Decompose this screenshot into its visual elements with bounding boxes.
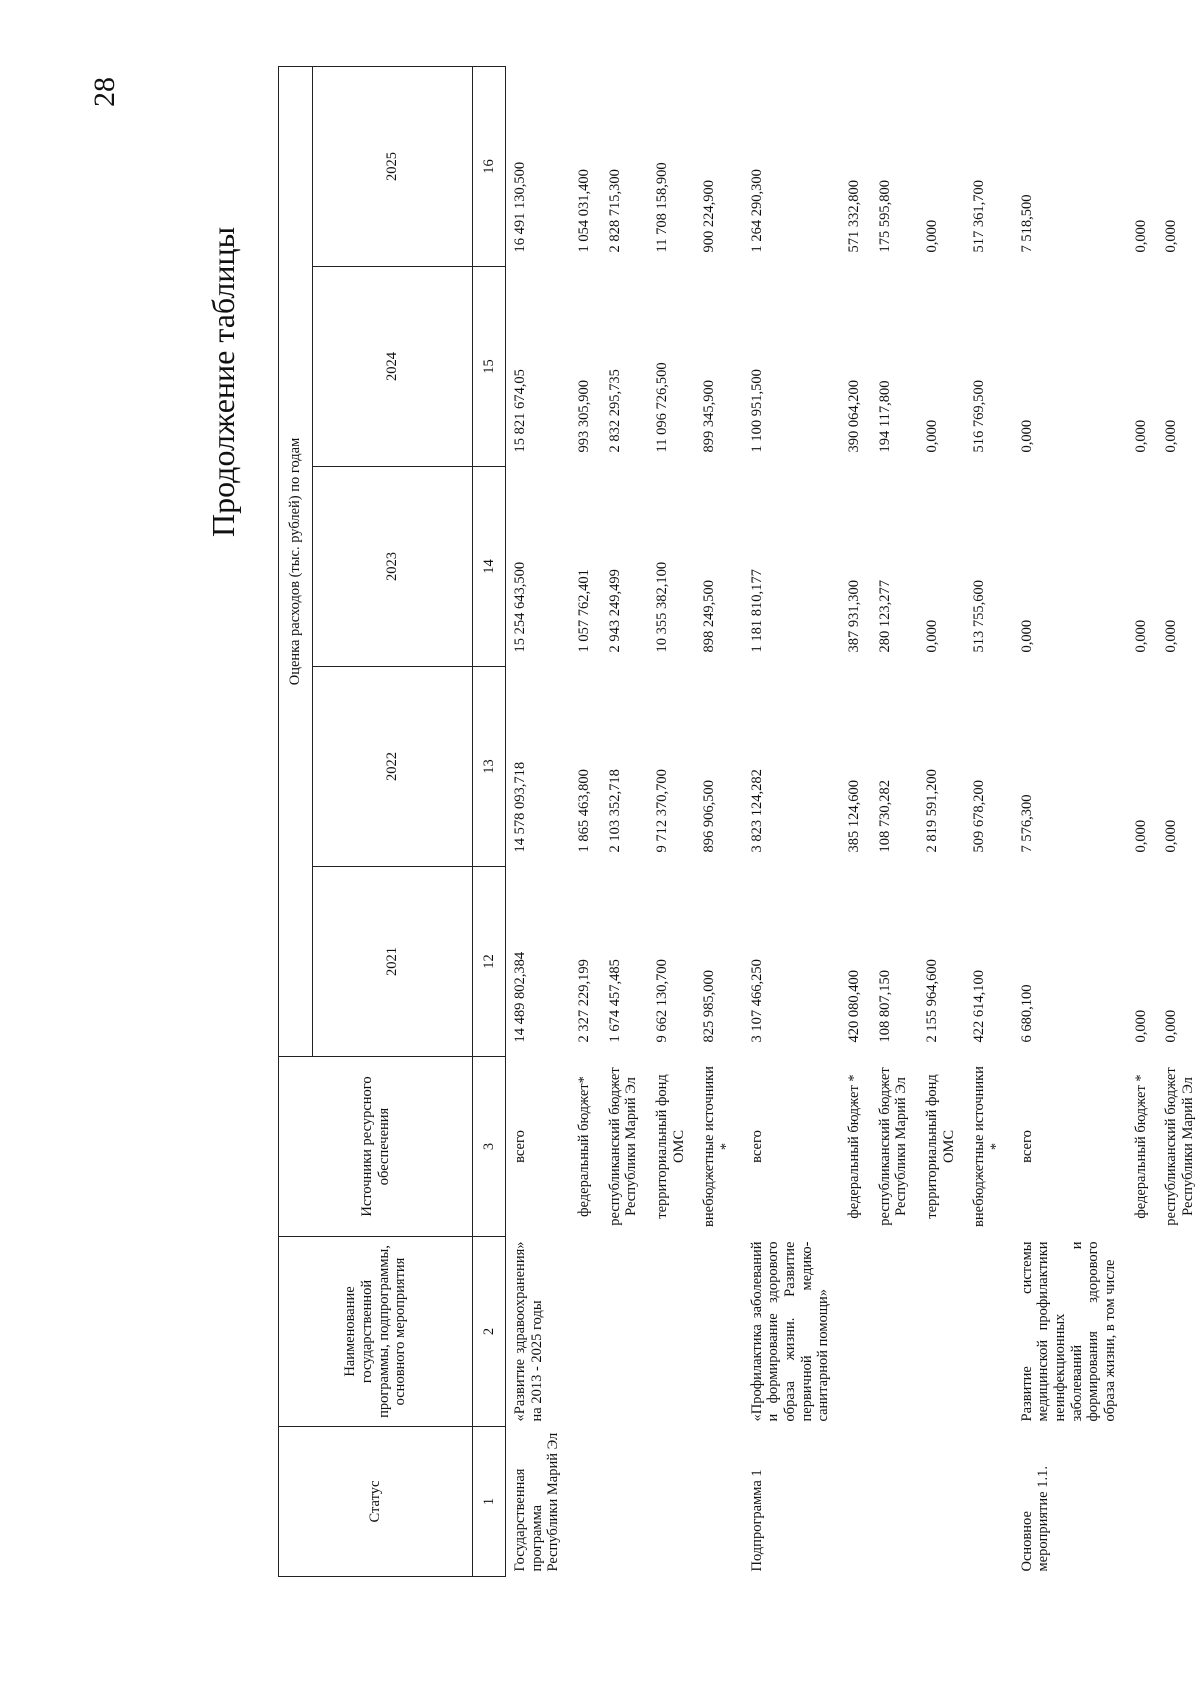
row-source: всего [512, 1130, 528, 1163]
row-value: 517 361,700 [971, 180, 988, 253]
row-value: 1 057 762,401 [576, 569, 593, 653]
row-value: 9 712 370,700 [654, 769, 671, 853]
row-value: 16 491 130,500 [512, 161, 528, 253]
header-year: 2022 [313, 667, 473, 867]
col-number: 2 [473, 1237, 506, 1427]
row-value: 0,000 [924, 419, 941, 453]
col-number: 16 [473, 66, 506, 266]
row-value: 385 124,600 [846, 780, 863, 853]
row-value: 387 931,300 [846, 580, 863, 653]
row-value: 2 828 715,300 [606, 169, 623, 253]
row-value: 11 708 158,900 [654, 162, 671, 253]
row-name: «Развитие здравоохранения» на 2013 - 2025 годы [512, 1241, 545, 1422]
row-source: федеральный бюджет * [846, 1074, 863, 1219]
row-status [601, 1427, 648, 1577]
row-name: Развитие системы медицинской профилактики неинфекционных заболеваний и формирования здорового образа жизни, в том числе [1018, 1241, 1119, 1422]
row-value: 175 595,800 [876, 180, 893, 253]
row-value: 108 807,150 [876, 970, 893, 1043]
row-value: 0,000 [1163, 419, 1180, 453]
row-value: 2 943 249,499 [606, 569, 623, 653]
row-value: 1 674 457,485 [606, 959, 623, 1043]
header-status: Статус [279, 1427, 473, 1577]
row-name [965, 1237, 1012, 1427]
row-name [918, 1237, 965, 1427]
row-value: 2 819 591,200 [924, 769, 941, 853]
row-status: Основное мероприятие 1.1. [1018, 1466, 1052, 1572]
row-value: 9 662 130,700 [654, 959, 671, 1043]
row-name: «Профилактика заболеваний и формирование здорового образа жизни. Развитие первичной медико-санитарной помощи» [748, 1241, 832, 1422]
row-status [840, 1427, 871, 1577]
row-value: 0,000 [1132, 219, 1149, 253]
table-row [1013, 66, 1127, 1576]
row-value: 14 578 093,718 [512, 761, 528, 853]
col-number: 12 [473, 867, 506, 1057]
row-name [1157, 1237, 1200, 1427]
row-status: Государственная программа Республики Марий Эл [512, 1432, 562, 1572]
row-source: всего [1018, 1130, 1035, 1163]
col-number: 14 [473, 467, 506, 667]
row-value: 2 155 964,600 [924, 959, 941, 1043]
row-value: 3 107 466,250 [748, 959, 765, 1043]
col-number: 1 [473, 1427, 506, 1577]
table-row [871, 66, 918, 1576]
row-status [1157, 1427, 1200, 1577]
table-row [1127, 66, 1158, 1576]
row-value: 15 821 674,05 [512, 369, 528, 453]
row-status [965, 1427, 1012, 1577]
row-value: 899 345,900 [701, 380, 718, 453]
table-row [570, 66, 601, 1576]
row-name [601, 1237, 648, 1427]
header-year: 2024 [313, 267, 473, 467]
row-value: 2 832 295,735 [606, 369, 623, 453]
row-status: Подпрограмма 1 [748, 1469, 765, 1572]
row-value: 825 985,000 [701, 970, 718, 1043]
row-status [1127, 1427, 1158, 1577]
row-source: республиканский бюджет Республики Марий Эл [606, 1067, 640, 1226]
table-row [695, 66, 742, 1576]
col-number: 15 [473, 267, 506, 467]
row-value: 390 064,200 [846, 380, 863, 453]
row-value: 1 181 810,177 [748, 569, 765, 653]
row-source: внебюджетные источники * [701, 1066, 735, 1227]
row-value: 900 224,900 [701, 180, 718, 253]
header-year: 2023 [313, 467, 473, 667]
row-value: 194 117,800 [876, 380, 893, 453]
table-row [648, 66, 695, 1576]
col-number: 3 [473, 1057, 506, 1237]
row-source: республиканский бюджет Республики Марий Эл [876, 1067, 910, 1226]
row-source: федеральный бюджет * [1132, 1074, 1149, 1219]
row-value: 1 264 290,300 [748, 169, 765, 253]
row-value: 7 576,300 [1018, 794, 1035, 853]
header-estimate: Оценка расходов (тыс. рублей) по годам [279, 66, 313, 1056]
table-row [1157, 66, 1200, 1576]
row-value: 0,000 [1132, 619, 1149, 653]
table-row [506, 66, 571, 1576]
row-name [1127, 1237, 1158, 1427]
row-name [695, 1237, 742, 1427]
row-value: 10 355 382,100 [654, 561, 671, 653]
row-value: 509 678,200 [971, 780, 988, 853]
row-value: 0,000 [1018, 419, 1035, 453]
row-value: 280 123,277 [876, 580, 893, 653]
row-value: 0,000 [1163, 819, 1180, 853]
row-value: 896 906,500 [701, 780, 718, 853]
table-row [965, 66, 1012, 1576]
row-value: 516 769,500 [971, 380, 988, 453]
row-value: 6 680,100 [1018, 984, 1035, 1043]
row-source: республиканский бюджет Республики Марий Эл [1163, 1067, 1197, 1226]
row-name [570, 1237, 601, 1427]
row-name [871, 1237, 918, 1427]
row-value: 0,000 [1163, 219, 1180, 253]
row-source: территориальный фонд ОМС [654, 1074, 687, 1219]
table-row [601, 66, 648, 1576]
row-status [648, 1427, 695, 1577]
row-status [918, 1427, 965, 1577]
table-body [506, 66, 1200, 1576]
row-value: 1 054 031,400 [576, 169, 593, 253]
row-source: всего [748, 1130, 765, 1163]
row-value: 513 755,600 [971, 580, 988, 653]
table-row [918, 66, 965, 1576]
header-year: 2025 [313, 66, 473, 266]
row-name [840, 1237, 871, 1427]
row-value: 1 865 463,800 [576, 769, 593, 853]
row-status [871, 1427, 918, 1577]
row-value: 7 518,500 [1018, 194, 1035, 253]
row-value: 11 096 726,500 [654, 362, 671, 453]
table-row [743, 66, 840, 1576]
row-value: 420 080,400 [846, 970, 863, 1043]
row-source: территориальный фонд ОМС [924, 1074, 957, 1219]
row-value: 0,000 [924, 219, 941, 253]
col-number: 13 [473, 667, 506, 867]
row-value: 0,000 [1018, 619, 1035, 653]
row-value: 2 327 229,199 [576, 959, 593, 1043]
row-value: 15 254 643,500 [512, 561, 528, 653]
row-value: 0,000 [1132, 419, 1149, 453]
row-value: 14 489 802,384 [512, 951, 528, 1043]
header-name: Наименование государственной программы, подпрограммы, основного мероприятия [279, 1237, 473, 1427]
row-value: 993 305,900 [576, 380, 593, 453]
table-row [840, 66, 871, 1576]
row-name [648, 1237, 695, 1427]
row-value: 0,000 [924, 619, 941, 653]
header-year: 2021 [313, 867, 473, 1057]
continuation-title: Продолжение таблицы [205, 226, 241, 537]
row-source: внебюджетные источники * [971, 1066, 1005, 1227]
row-source: федеральный бюджет* [576, 1076, 593, 1217]
row-value: 0,000 [1132, 1009, 1149, 1043]
row-value: 898 249,500 [701, 580, 718, 653]
row-value: 2 103 352,718 [606, 769, 623, 853]
budget-table [278, 66, 1200, 1577]
row-status [695, 1427, 742, 1577]
row-value: 108 730,282 [876, 780, 893, 853]
row-value: 571 332,800 [846, 180, 863, 253]
row-value: 1 100 951,500 [748, 369, 765, 453]
row-value: 0,000 [1132, 819, 1149, 853]
row-value: 422 614,100 [971, 970, 988, 1043]
row-status [570, 1427, 601, 1577]
page-number: 28 [88, 77, 121, 107]
header-sources: Источники ресурсного обеспечения [279, 1057, 473, 1237]
row-value: 0,000 [1163, 619, 1180, 653]
row-value: 0,000 [1163, 1009, 1180, 1043]
row-value: 3 823 124,282 [748, 769, 765, 853]
